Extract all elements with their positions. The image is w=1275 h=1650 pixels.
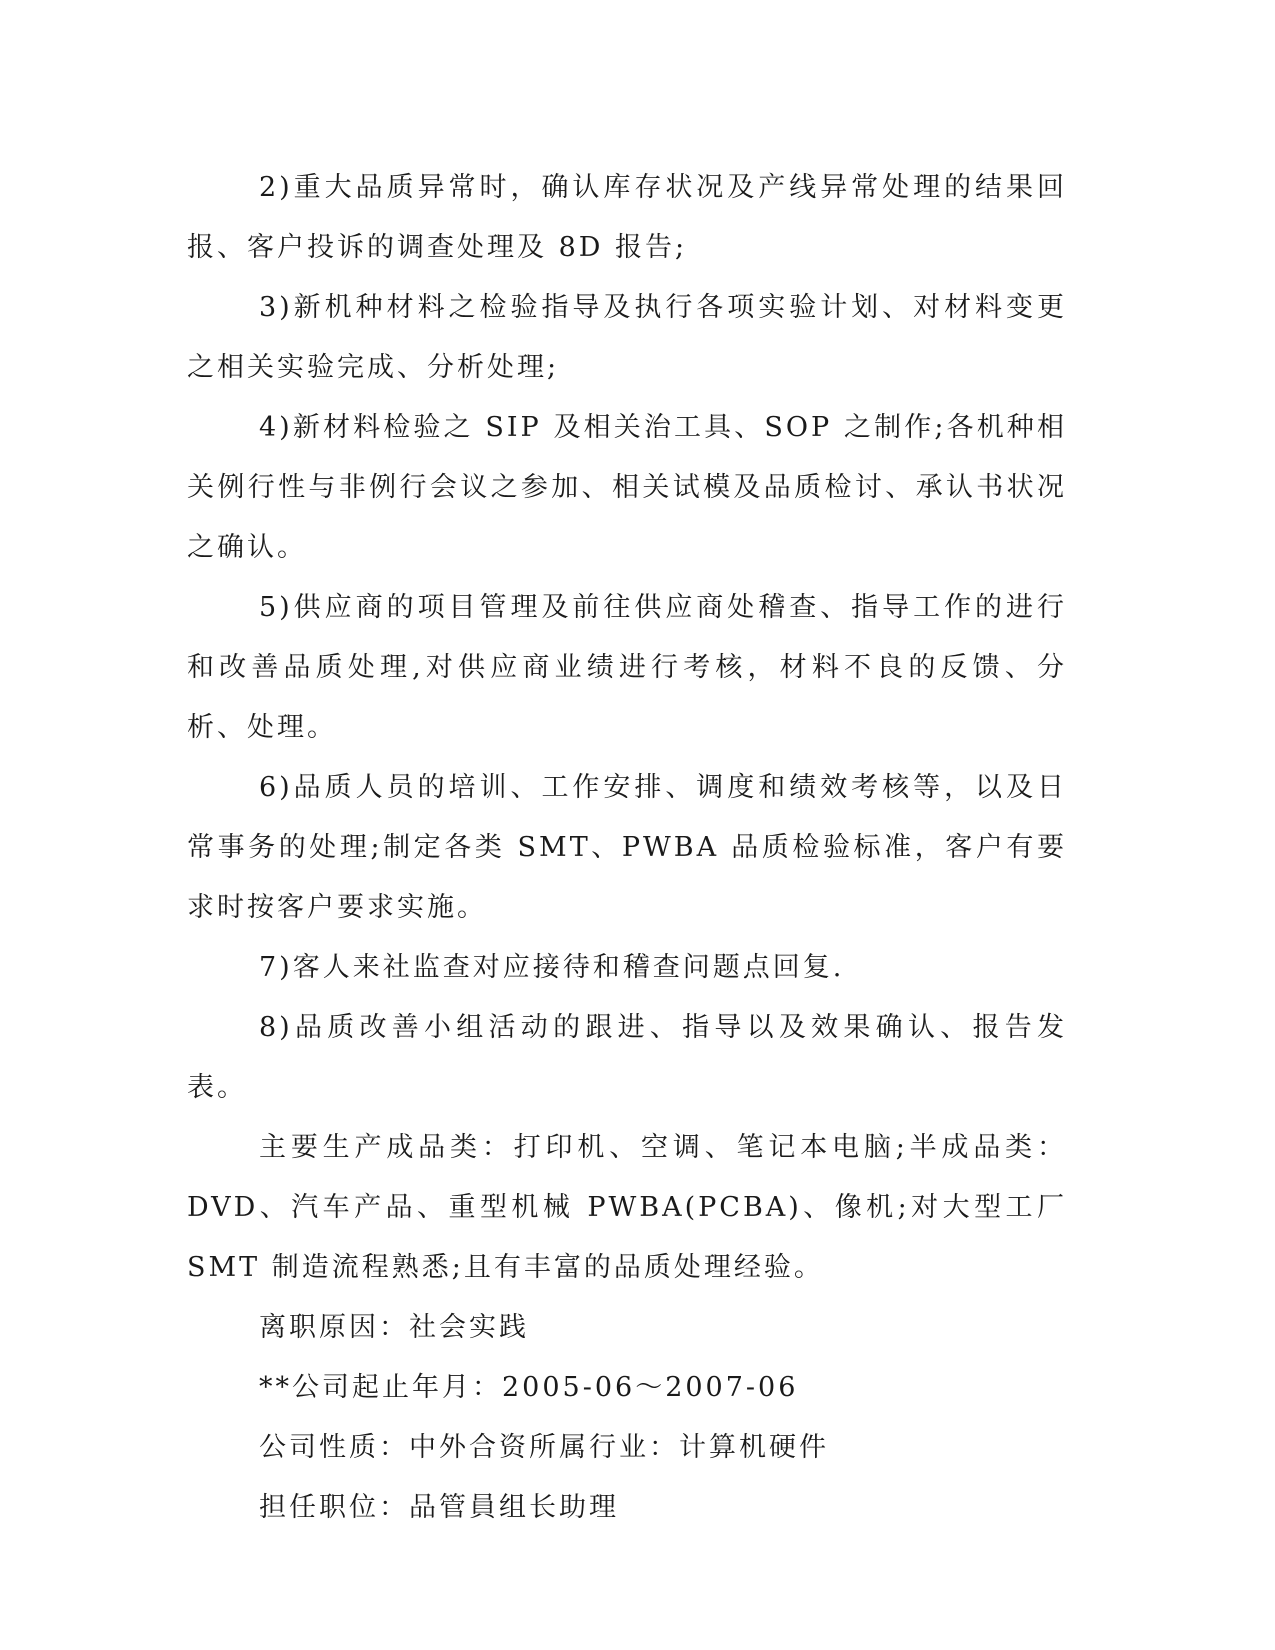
paragraph-position: 担任职位：品管員组长助理: [259, 1492, 619, 1523]
paragraph-leave-reason: 离职原因：社会实践: [259, 1312, 529, 1343]
paragraph-item-3: 3)新机种材料之检验指导及执行各项实验计划、对材料变更之相关实验完成、分析处理;: [187, 292, 1067, 383]
paragraph-item-4: 4)新材料检验之 SIP 及相关治工具、SOP 之制作;各机种相关例行性与非例行会议之参加、相关试模及品质检讨、承认书状况之确认。: [187, 412, 1067, 563]
paragraph-company-period: **公司起止年月：2005-06～2007-06: [259, 1372, 799, 1403]
paragraph-item-8: 8)品质改善小组活动的跟进、指导以及效果确认、报告发表。: [187, 1012, 1067, 1103]
paragraph-item-7: 7)客人来社监查对应接待和稽查问题点回复.: [259, 952, 845, 983]
paragraph-item-2: 2)重大品质异常时，确认库存状况及产线异常处理的结果回报、客户投诉的调查处理及 8D 报告;: [187, 172, 1067, 263]
paragraph-product-types: 主要生产成品类：打印机、空调、笔记本电脑;半成品类：DVD、汽车产品、重型机械 PWBA(PCBA)、像机;对大型工厂 SMT 制造流程熟悉;且有丰富的品质处理经验。: [187, 1132, 1067, 1283]
paragraph-item-5: 5)供应商的项目管理及前往供应商处稽查、指导工作的进行和改善品质处理,对供应商业绩进行考核，材料不良的反馈、分析、处理。: [187, 592, 1067, 743]
document-body: [187, 158, 1067, 1538]
paragraph-company-nature: 公司性质：中外合资所属行业：计算机硬件: [259, 1432, 829, 1463]
paragraph-item-6: 6)品质人员的培训、工作安排、调度和绩效考核等，以及日常事务的处理;制定各类 SMT、PWBA 品质检验标准，客户有要求时按客户要求实施。: [187, 772, 1067, 923]
